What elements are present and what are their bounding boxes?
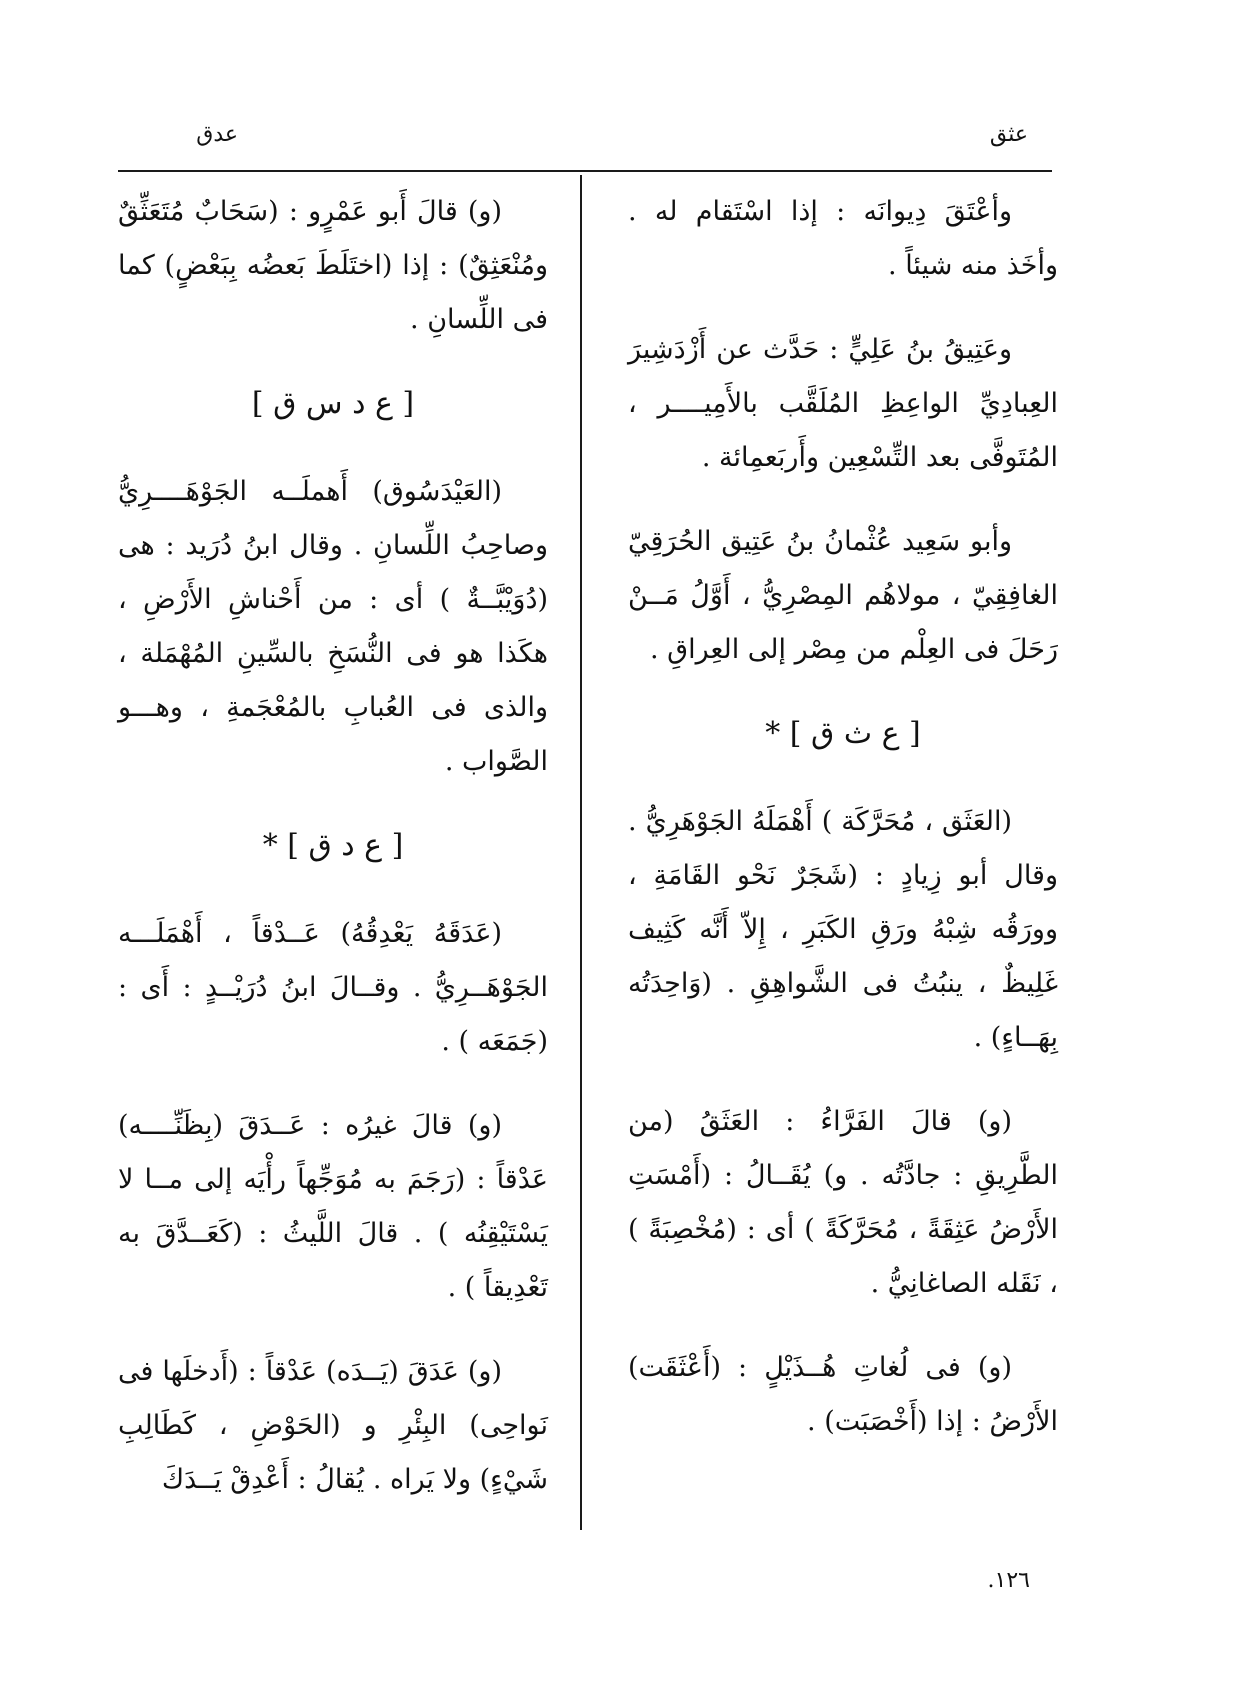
header-left-word: عدق <box>196 122 238 147</box>
entry-paragraph: (و) قالَ غيرُه : عَــدَقَ (بِظَنِّــــه) عَدْقاً : (رَجَمَ به مُوَجِّهاً رأْيَه إلى مــا لا يَسْتَيْقِنُه ) . قالَ اللَّيثُ : (كَعَــدَّقَ به تَعْدِيقاً ) . <box>118 1110 548 1303</box>
right-column <box>628 185 1058 1479</box>
header-right-word: عثق <box>989 122 1028 147</box>
root-heading: [ ع د س ق ] <box>251 386 415 421</box>
entry-paragraph: وأعْتَقَ دِيوانَه : إذا اسْتَقام له . وأخَذ منه شيئاً . <box>628 196 1058 281</box>
entry-paragraph: (و) قالَ أَبو عَمْرٍو : (سَحَابٌ مُتَعَثِّقٌ ومُنْعَثِقٌ) : إذا (اختَلَطَ بَعضُه بِبَعْضٍ) كما فى اللِّسانِ . <box>118 196 548 335</box>
page-number: ١٢٦. <box>987 1568 1030 1593</box>
entry-paragraph: (العَيْدَسُوق) أَهملَــه الجَوْهَــــرِيُّ وصاحِبُ اللِّسانِ . وقال ابنُ دُرَيد : هى (دُوَيْبَّــةٌ ) أى : من أَحْناشِ الأَرْضِ ، هكَذا هو فى النُّسَخِ بالسِّينِ المُهْمَلة ، والذى فى العُبابِ بالمُعْجَمةِ ، وهـــو الصَّواب . <box>118 476 548 777</box>
left-column <box>118 185 548 1537</box>
entry-paragraph: (العَثَق ، مُحَرَّكَة ) أَهْمَلَهُ الجَوْهَرِيُّ . وقال أبو زِيادٍ : (شَجَرٌ نَحْو القَامَةِ ، وورَقُه شِبْهُ ورَقِ الكَبَرِ ، إِلاّ أَنَّه كَثِيف غَلِيظٌ ، ينبُتُ فى الشَّواهِقِ . (وَاحِدَتُه بِهَــاءٍ) . <box>628 806 1058 1053</box>
root-heading: [ ع ث ق ] * <box>765 716 921 751</box>
root-heading: [ ع د ق ] * <box>262 828 404 863</box>
entry-paragraph: (عَدَقَهُ يَعْدِقُهُ) عَــدْقاً ، أَهْمَلَـــه الجَوْهَــرِيُّ . وقــالَ ابنُ دُرَيْــدٍ : أَى : (جَمَعَه ) . <box>118 918 548 1057</box>
entry-paragraph: (و) عَدَقَ (يَــدَه) عَدْقاً : (أَدخلَها فى نَواحِى) البِئْرِ و (الحَوْضِ ، كَطَالِبِ شَيْءٍ) ولا يَراه . يُقالُ : أَعْدِقْ يَــدَكَ <box>118 1356 548 1495</box>
column-divider <box>580 175 582 1530</box>
header-rule <box>118 170 1052 172</box>
entry-paragraph: (و) فى لُغاتِ هُــذَيْلٍ : (أَعْثَقَت) الأَرْضُ : إذا (أَخْصَبَت) . <box>628 1352 1058 1437</box>
entry-paragraph: وعَتِيقُ بنُ عَلِيٍّ : حَدَّث عن أَزْدَشِيرَ العِبادِيِّ الواعِظِ المُلَقَّب بالأَمِيــــر ، المُتَوفَّى بعد التِّسْعِين وأَربَعمِائة . <box>628 334 1058 473</box>
entry-paragraph: (و) قالَ الفَرَّاءُ : العَثَقُ (من الطَّرِيقِ : جادَّتُه . و) يُقَــالُ : (أَمْسَتِ الأَرْضُ عَثِقَةً ، مُحَرَّكَةً ) أى : (مُخْصِبَةً ) ، نَقَله الصاغانِيُّ . <box>628 1106 1058 1299</box>
entry-paragraph: وأبو سَعِيد عُثْمانُ بنُ عَتِيق الحُرَقِيّ الغافِقِيّ ، مولاهُم المِصْرِيُّ ، أَوَّلُ مَــنْ رَحَلَ فى العِلْم من مِصْر إلى العِراقِ . <box>628 526 1058 665</box>
